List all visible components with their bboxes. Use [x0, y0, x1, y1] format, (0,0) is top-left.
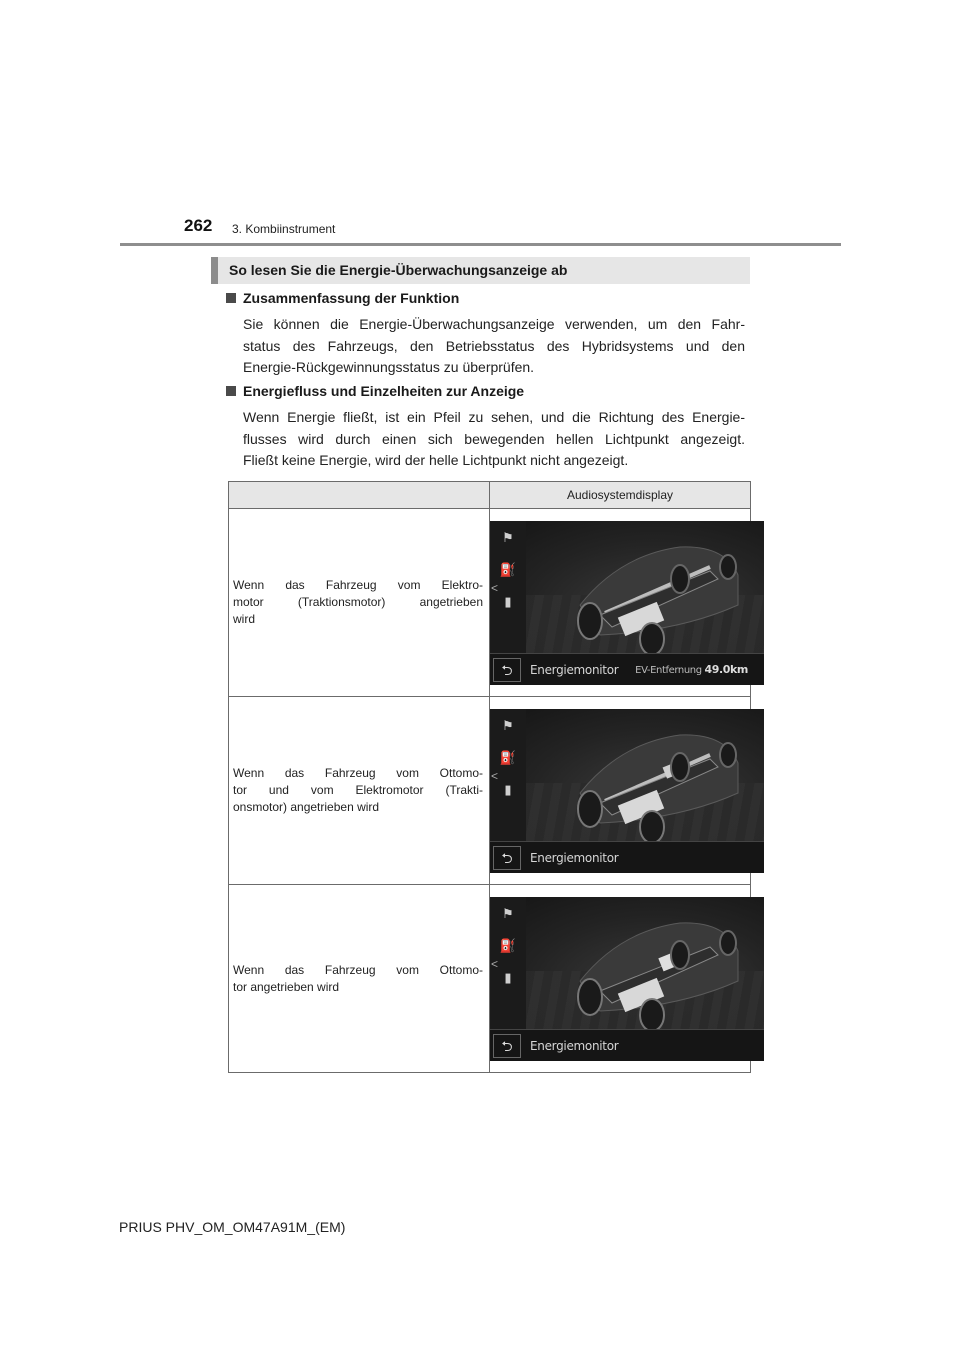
paragraph-line: status des Fahrzeugs, den Betriebsstatus des Hybridsystems und den	[243, 337, 745, 354]
table-cell-label	[229, 885, 490, 1073]
section-heading-bar	[211, 257, 750, 284]
battery-icon[interactable]: ▮	[504, 969, 512, 985]
energy-monitor-screen	[490, 709, 764, 873]
side-menu	[490, 709, 526, 841]
screen-title: Energiemonitor	[530, 850, 619, 865]
side-menu	[490, 897, 526, 1029]
table-header-audio-display: Audiosystemdisplay	[490, 482, 751, 509]
paragraph-line: Sie können die Energie-Überwachungsanzeige verwenden, um den Fahr-	[243, 316, 745, 332]
chapter-title: 3. Kombiinstrument	[232, 222, 336, 236]
fuel-pump-icon[interactable]: ⛽	[499, 561, 517, 577]
paragraph-summary	[243, 314, 745, 379]
label-line: onsmotor) angetrieben wird	[233, 800, 380, 814]
chevron-left-icon: <	[491, 956, 499, 971]
label-line: Wenn das Fahrzeug vom Elektro-	[233, 578, 483, 592]
ev-range-value: 49.0km	[704, 662, 748, 676]
screen-bottom-bar	[490, 1029, 764, 1061]
back-arrow-icon: ⮌	[501, 661, 513, 678]
table-cell-label	[229, 697, 490, 885]
chevron-left-icon: <	[491, 768, 499, 783]
back-arrow-icon: ⮌	[501, 849, 513, 866]
fuel-pump-icon[interactable]: ⛽	[499, 749, 517, 765]
battery-icon[interactable]: ▮	[504, 781, 512, 797]
footer-document-id: PRIUS PHV_OM_OM47A91M_(EM)	[119, 1219, 346, 1235]
label-line: Wenn das Fahrzeug vom Ottomo-	[233, 962, 483, 977]
battery-icon[interactable]: ▮	[504, 593, 512, 609]
subsection-heading-text: Zusammenfassung der Funktion	[243, 290, 460, 306]
ev-range-label: EV-Entfernung	[635, 664, 702, 676]
paragraph-line: Wenn Energie fließt, ist ein Pfeil zu sehen, und die Richtung des Energie-	[243, 409, 745, 425]
label-line: tor angetrieben wird	[233, 979, 340, 994]
screen-bottom-bar	[490, 841, 764, 873]
table-cell-screenshot	[490, 697, 751, 885]
paragraph-line: Fließt keine Energie, wird der helle Lichtpunkt nicht angezeigt.	[243, 452, 629, 468]
checkered-flag-icon[interactable]: ⚑	[502, 905, 514, 921]
table-row	[229, 885, 751, 1073]
section-title: So lesen Sie die Energie-Überwachungsanzeige ab	[229, 262, 568, 278]
back-button[interactable]	[493, 1034, 521, 1058]
label-line: wird	[233, 612, 256, 626]
table-header-row	[229, 482, 751, 509]
header-divider	[120, 243, 841, 246]
back-button[interactable]	[493, 658, 521, 682]
screen-title: Energiemonitor	[530, 1038, 619, 1053]
paragraph-line: flusses wird durch einen sich bewegenden hellen Lichtpunkt angezeigt.	[243, 430, 745, 447]
car-chassis-graphic	[560, 911, 740, 1029]
side-menu	[490, 521, 526, 653]
fuel-pump-icon[interactable]: ⛽	[499, 937, 517, 953]
subsection-heading-summary	[226, 290, 459, 306]
square-bullet-icon	[226, 293, 236, 303]
car-chassis-graphic	[560, 535, 740, 653]
label-line: Wenn das Fahrzeug vom Ottomo-	[233, 766, 483, 780]
table-row	[229, 509, 751, 697]
table-cell-label	[229, 509, 490, 697]
table-cell-screenshot	[490, 509, 751, 697]
subsection-heading-energy-flow	[226, 383, 524, 399]
energy-monitor-screen	[490, 897, 764, 1061]
page-number: 262	[184, 216, 213, 235]
energy-monitor-table	[228, 481, 751, 1073]
back-button[interactable]	[493, 846, 521, 870]
energy-monitor-screen	[490, 521, 764, 685]
checkered-flag-icon[interactable]: ⚑	[502, 717, 514, 733]
table-header-empty	[229, 482, 490, 509]
checkered-flag-icon[interactable]: ⚑	[502, 529, 514, 545]
label-line: motor (Traktionsmotor) angetrieben	[233, 595, 483, 609]
chevron-left-icon: <	[491, 580, 499, 595]
ev-range-readout	[635, 663, 748, 676]
label-line: tor und vom Elektromotor (Trakti-	[233, 783, 483, 797]
screen-title: Energiemonitor	[530, 662, 619, 677]
table-row	[229, 697, 751, 885]
square-bullet-icon	[226, 386, 236, 396]
paragraph-energy-flow	[243, 407, 745, 472]
screen-bottom-bar	[490, 653, 764, 685]
back-arrow-icon: ⮌	[501, 1037, 513, 1054]
car-chassis-graphic	[560, 723, 740, 841]
subsection-heading-text: Energiefluss und Einzelheiten zur Anzeige	[243, 383, 525, 399]
table-cell-screenshot	[490, 885, 751, 1073]
paragraph-line: Energie-Rückgewinnungsstatus zu überprüfen.	[243, 359, 535, 375]
